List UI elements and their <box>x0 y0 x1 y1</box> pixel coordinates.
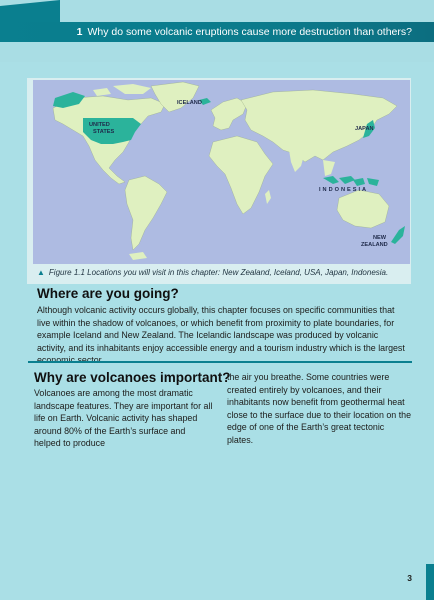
why-body-left-column: Volcanoes are among the most dramatic landscape features. They are important for all life on Earth. Volcanic activity has shaped around 80% of the Earth’s surface and helped to produce <box>34 388 213 449</box>
caption-triangle-icon: ▲ <box>37 268 45 277</box>
world-map <box>33 80 410 264</box>
label-united-states-line1: UNITED <box>89 122 110 128</box>
caption-text: Figure 1.1 Locations you will visit in this chapter: New Zealand, Iceland, USA, Japan, Indonesia. <box>48 268 389 277</box>
chapter-title <box>77 24 412 40</box>
label-japan: JAPAN <box>355 126 374 132</box>
why-body-right-column: the air you breathe. Some countries were created entirely by volcanoes, and their inhabitants now benefit from geothermal heat close to the surface due to their location on the edge of one of the Earth’s great tectonic plates. <box>227 372 412 445</box>
page-edge-tab <box>426 564 434 600</box>
chapter-title-text: Why do some volcanic eruptions cause more destruction than others? <box>87 26 412 38</box>
header-decoration <box>0 0 60 22</box>
label-new-zealand-line1: NEW <box>373 235 387 241</box>
why-heading: Why are volcanoes important? <box>34 370 231 385</box>
figure-caption <box>37 268 407 277</box>
page-number: 3 <box>407 573 412 583</box>
where-body-text: Although volcanic activity occurs globally, this chapter focuses on specific communities that live within the shadow of volcanoes, or which benefit from proximity to plate boundaries, for example Iceland and New Zealand. The Icelandic landscape was produced by volcanic activity, and its inhabitants enjoy accessible energy and a tourism industry which is the largest <box>37 305 405 353</box>
section-divider <box>28 361 412 363</box>
where-heading: Where are you going? <box>37 286 179 301</box>
label-iceland: ICELAND <box>177 100 202 106</box>
label-indonesia: INDONESIA <box>319 187 369 193</box>
label-united-states-line2: STATES <box>93 129 115 135</box>
chapter-number: 1 <box>76 26 83 38</box>
label-new-zealand-line2: ZEALAND <box>361 242 388 248</box>
